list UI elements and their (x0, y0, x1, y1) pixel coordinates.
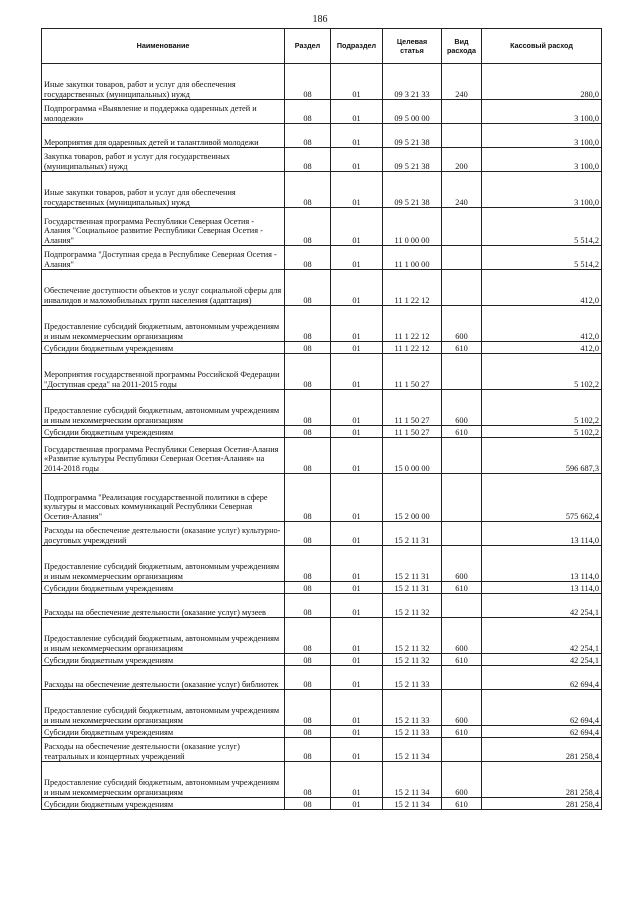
row-section: 08 (285, 762, 331, 798)
row-section: 08 (285, 798, 331, 810)
row-target: 15 2 11 31 (383, 522, 442, 546)
row-subsection: 01 (331, 594, 383, 618)
row-section: 08 (285, 594, 331, 618)
row-name: Субсидии бюджетным учреждениям (42, 726, 285, 738)
row-expense-type: 610 (442, 342, 482, 354)
row-subsection: 01 (331, 546, 383, 582)
row-section: 08 (285, 208, 331, 246)
table-row (42, 738, 602, 762)
row-section: 08 (285, 172, 331, 208)
row-section: 08 (285, 666, 331, 690)
page-number: 186 (312, 14, 328, 25)
row-name: Предоставление субсидий бюджетным, автономным учреждениям и иным некоммерческим организациям (42, 618, 285, 654)
row-name: Субсидии бюджетным учреждениям (42, 654, 285, 666)
row-target: 09 5 21 38 (383, 124, 442, 148)
row-target: 15 0 00 00 (383, 438, 442, 474)
row-subsection: 01 (331, 246, 383, 270)
row-name: Закупка товаров, работ и услуг для государственных (муниципальных) нужд (42, 148, 285, 172)
row-amount: 62 694,4 (482, 690, 602, 726)
row-name: Обеспечение доступности объектов и услуг социальной сферы для инвалидов и маломобильных групп населения (адаптация) (42, 270, 285, 306)
row-section: 08 (285, 246, 331, 270)
row-section: 08 (285, 726, 331, 738)
row-expense-type (442, 270, 482, 306)
row-expense-type: 610 (442, 426, 482, 438)
row-target: 15 2 11 33 (383, 726, 442, 738)
row-expense-type: 600 (442, 762, 482, 798)
row-target: 09 3 21 33 (383, 64, 442, 100)
row-amount: 3 100,0 (482, 172, 602, 208)
table-row (42, 582, 602, 594)
row-name: Расходы на обеспечение деятельности (оказание услуг) культурно-досуговых учреждений (42, 522, 285, 546)
table-row (42, 762, 602, 798)
row-expense-type: 600 (442, 546, 482, 582)
row-amount: 412,0 (482, 306, 602, 342)
row-amount: 281 258,4 (482, 738, 602, 762)
row-subsection: 01 (331, 666, 383, 690)
row-target: 11 1 50 27 (383, 390, 442, 426)
row-name: Иные закупки товаров, работ и услуг для обеспечения государственных (муниципальных) нужд (42, 172, 285, 208)
row-name: Предоставление субсидий бюджетным, автономным учреждениям и иным некоммерческим организациям (42, 762, 285, 798)
row-expense-type (442, 246, 482, 270)
row-name: Субсидии бюджетным учреждениям (42, 342, 285, 354)
row-target: 15 2 11 32 (383, 654, 442, 666)
row-target: 09 5 21 38 (383, 172, 442, 208)
row-expense-type (442, 100, 482, 124)
row-subsection: 01 (331, 762, 383, 798)
row-amount: 5 514,2 (482, 208, 602, 246)
row-amount: 62 694,4 (482, 726, 602, 738)
row-name: Субсидии бюджетным учреждениям (42, 426, 285, 438)
table-row (42, 438, 602, 474)
row-target: 15 2 11 33 (383, 690, 442, 726)
row-subsection: 01 (331, 426, 383, 438)
row-section: 08 (285, 390, 331, 426)
row-section: 08 (285, 546, 331, 582)
row-name: Расходы на обеспечение деятельности (оказание услуг) театральных и концертных учреждений (42, 738, 285, 762)
row-amount: 3 100,0 (482, 148, 602, 172)
table-row (42, 100, 602, 124)
row-target: 15 2 11 31 (383, 582, 442, 594)
row-section: 08 (285, 618, 331, 654)
row-subsection: 01 (331, 208, 383, 246)
row-name: Подпрограмма "Доступная среда в Республике Северная Осетия - Алания" (42, 246, 285, 270)
row-amount: 5 102,2 (482, 390, 602, 426)
row-subsection: 01 (331, 342, 383, 354)
row-section: 08 (285, 654, 331, 666)
row-section: 08 (285, 438, 331, 474)
row-target: 11 1 22 12 (383, 342, 442, 354)
row-subsection: 01 (331, 306, 383, 342)
table-row (42, 306, 602, 342)
table-row (42, 148, 602, 172)
row-expense-type (442, 738, 482, 762)
row-target: 11 1 22 12 (383, 270, 442, 306)
table-row (42, 654, 602, 666)
header-section: Раздел (285, 29, 331, 64)
row-section: 08 (285, 522, 331, 546)
table-row (42, 594, 602, 618)
row-name: Подпрограмма "Реализация государственной политики в сфере культуры и массовых коммуникаций Республики Северная Осетия-Алания" (42, 474, 285, 522)
table-row (42, 246, 602, 270)
row-section: 08 (285, 354, 331, 390)
table-row (42, 798, 602, 810)
row-expense-type: 240 (442, 64, 482, 100)
row-section: 08 (285, 582, 331, 594)
row-expense-type: 610 (442, 582, 482, 594)
row-name: Иные закупки товаров, работ и услуг для обеспечения государственных (муниципальных) нужд (42, 64, 285, 100)
row-subsection: 01 (331, 474, 383, 522)
row-expense-type: 600 (442, 690, 482, 726)
row-target: 15 2 11 34 (383, 762, 442, 798)
row-target: 15 2 11 31 (383, 546, 442, 582)
row-amount: 5 102,2 (482, 426, 602, 438)
table-row (42, 354, 602, 390)
row-amount: 3 100,0 (482, 124, 602, 148)
row-target: 15 2 11 32 (383, 618, 442, 654)
row-amount: 42 254,1 (482, 618, 602, 654)
row-amount: 412,0 (482, 342, 602, 354)
row-subsection: 01 (331, 738, 383, 762)
row-amount: 281 258,4 (482, 798, 602, 810)
row-target: 15 2 11 34 (383, 738, 442, 762)
row-subsection: 01 (331, 172, 383, 208)
row-expense-type: 610 (442, 798, 482, 810)
row-subsection: 01 (331, 390, 383, 426)
row-expense-type (442, 474, 482, 522)
row-target: 11 1 50 27 (383, 354, 442, 390)
table-row (42, 342, 602, 354)
table-row (42, 208, 602, 246)
row-amount: 5 102,2 (482, 354, 602, 390)
table-row (42, 522, 602, 546)
row-target: 15 2 11 33 (383, 666, 442, 690)
row-target: 15 2 00 00 (383, 474, 442, 522)
row-amount: 412,0 (482, 270, 602, 306)
table-row (42, 124, 602, 148)
row-name: Субсидии бюджетным учреждениям (42, 582, 285, 594)
table-row (42, 690, 602, 726)
row-expense-type (442, 522, 482, 546)
budget-table (41, 28, 602, 810)
row-subsection: 01 (331, 124, 383, 148)
row-name: Расходы на обеспечение деятельности (оказание услуг) музеев (42, 594, 285, 618)
row-target: 11 1 22 12 (383, 306, 442, 342)
row-target: 11 1 50 27 (383, 426, 442, 438)
row-name: Мероприятия государственной программы Российской Федерации "Доступная среда" на 2011-2015 годы (42, 354, 285, 390)
row-subsection: 01 (331, 522, 383, 546)
table-row (42, 426, 602, 438)
row-amount: 596 687,3 (482, 438, 602, 474)
row-amount: 5 514,2 (482, 246, 602, 270)
row-amount: 3 100,0 (482, 100, 602, 124)
row-subsection: 01 (331, 618, 383, 654)
row-name: Предоставление субсидий бюджетным, автономным учреждениям и иным некоммерческим организациям (42, 306, 285, 342)
row-subsection: 01 (331, 354, 383, 390)
row-amount: 280,0 (482, 64, 602, 100)
table-row (42, 270, 602, 306)
header-name: Наименование (42, 29, 285, 64)
row-section: 08 (285, 474, 331, 522)
row-name: Предоставление субсидий бюджетным, автономным учреждениям и иным некоммерческим организациям (42, 390, 285, 426)
row-section: 08 (285, 124, 331, 148)
row-name: Предоставление субсидий бюджетным, автономным учреждениям и иным некоммерческим организациям (42, 546, 285, 582)
row-expense-type: 610 (442, 726, 482, 738)
row-expense-type: 600 (442, 390, 482, 426)
row-subsection: 01 (331, 726, 383, 738)
row-name: Субсидии бюджетным учреждениям (42, 798, 285, 810)
row-subsection: 01 (331, 582, 383, 594)
row-name: Предоставление субсидий бюджетным, автономным учреждениям и иным некоммерческим организациям (42, 690, 285, 726)
row-subsection: 01 (331, 798, 383, 810)
row-section: 08 (285, 426, 331, 438)
header-expense-type: Вид расхода (442, 29, 482, 64)
table-row (42, 546, 602, 582)
table-row (42, 64, 602, 100)
row-expense-type (442, 124, 482, 148)
row-subsection: 01 (331, 64, 383, 100)
row-subsection: 01 (331, 654, 383, 666)
table-row (42, 390, 602, 426)
row-name: Подпрограмма «Выявление и поддержка одаренных детей и молодежи» (42, 100, 285, 124)
row-amount: 575 662,4 (482, 474, 602, 522)
row-target: 09 5 00 00 (383, 100, 442, 124)
row-section: 08 (285, 148, 331, 172)
row-subsection: 01 (331, 270, 383, 306)
row-expense-type (442, 438, 482, 474)
row-amount: 13 114,0 (482, 546, 602, 582)
row-amount: 281 258,4 (482, 762, 602, 798)
table-header-row (42, 29, 602, 64)
row-target: 11 1 00 00 (383, 246, 442, 270)
row-subsection: 01 (331, 148, 383, 172)
table-row (42, 666, 602, 690)
row-name: Государственная программа Республики Северная Осетия-Алания «Развитие культуры Республики Северная Осетия-Алания» на 2014-2018 годы (42, 438, 285, 474)
row-section: 08 (285, 270, 331, 306)
row-section: 08 (285, 342, 331, 354)
row-expense-type (442, 354, 482, 390)
table-row (42, 618, 602, 654)
table-row (42, 474, 602, 522)
row-amount: 13 114,0 (482, 582, 602, 594)
row-target: 09 5 21 38 (383, 148, 442, 172)
row-subsection: 01 (331, 690, 383, 726)
row-expense-type: 610 (442, 654, 482, 666)
row-subsection: 01 (331, 100, 383, 124)
row-section: 08 (285, 64, 331, 100)
row-amount: 42 254,1 (482, 654, 602, 666)
row-amount: 42 254,1 (482, 594, 602, 618)
row-section: 08 (285, 100, 331, 124)
row-expense-type: 600 (442, 306, 482, 342)
row-expense-type: 600 (442, 618, 482, 654)
row-name: Государственная программа Республики Северная Осетия - Алания "Социальное развитие Республики Северная Осетия - Алания" (42, 208, 285, 246)
row-expense-type: 200 (442, 148, 482, 172)
row-section: 08 (285, 738, 331, 762)
row-expense-type (442, 208, 482, 246)
row-amount: 62 694,4 (482, 666, 602, 690)
row-target: 15 2 11 32 (383, 594, 442, 618)
row-expense-type (442, 594, 482, 618)
table-row (42, 726, 602, 738)
row-subsection: 01 (331, 438, 383, 474)
row-section: 08 (285, 690, 331, 726)
row-target: 15 2 11 34 (383, 798, 442, 810)
row-expense-type: 240 (442, 172, 482, 208)
header-amount: Кассовый расход (482, 29, 602, 64)
row-amount: 13 114,0 (482, 522, 602, 546)
header-target: Целевая статья (383, 29, 442, 64)
header-subsection: Подраздел (331, 29, 383, 64)
row-name: Расходы на обеспечение деятельности (оказание услуг) библиотек (42, 666, 285, 690)
row-expense-type (442, 666, 482, 690)
table-row (42, 172, 602, 208)
row-name: Мероприятия для одаренных детей и талантливой молодежи (42, 124, 285, 148)
row-target: 11 0 00 00 (383, 208, 442, 246)
table-body (42, 64, 602, 810)
row-section: 08 (285, 306, 331, 342)
